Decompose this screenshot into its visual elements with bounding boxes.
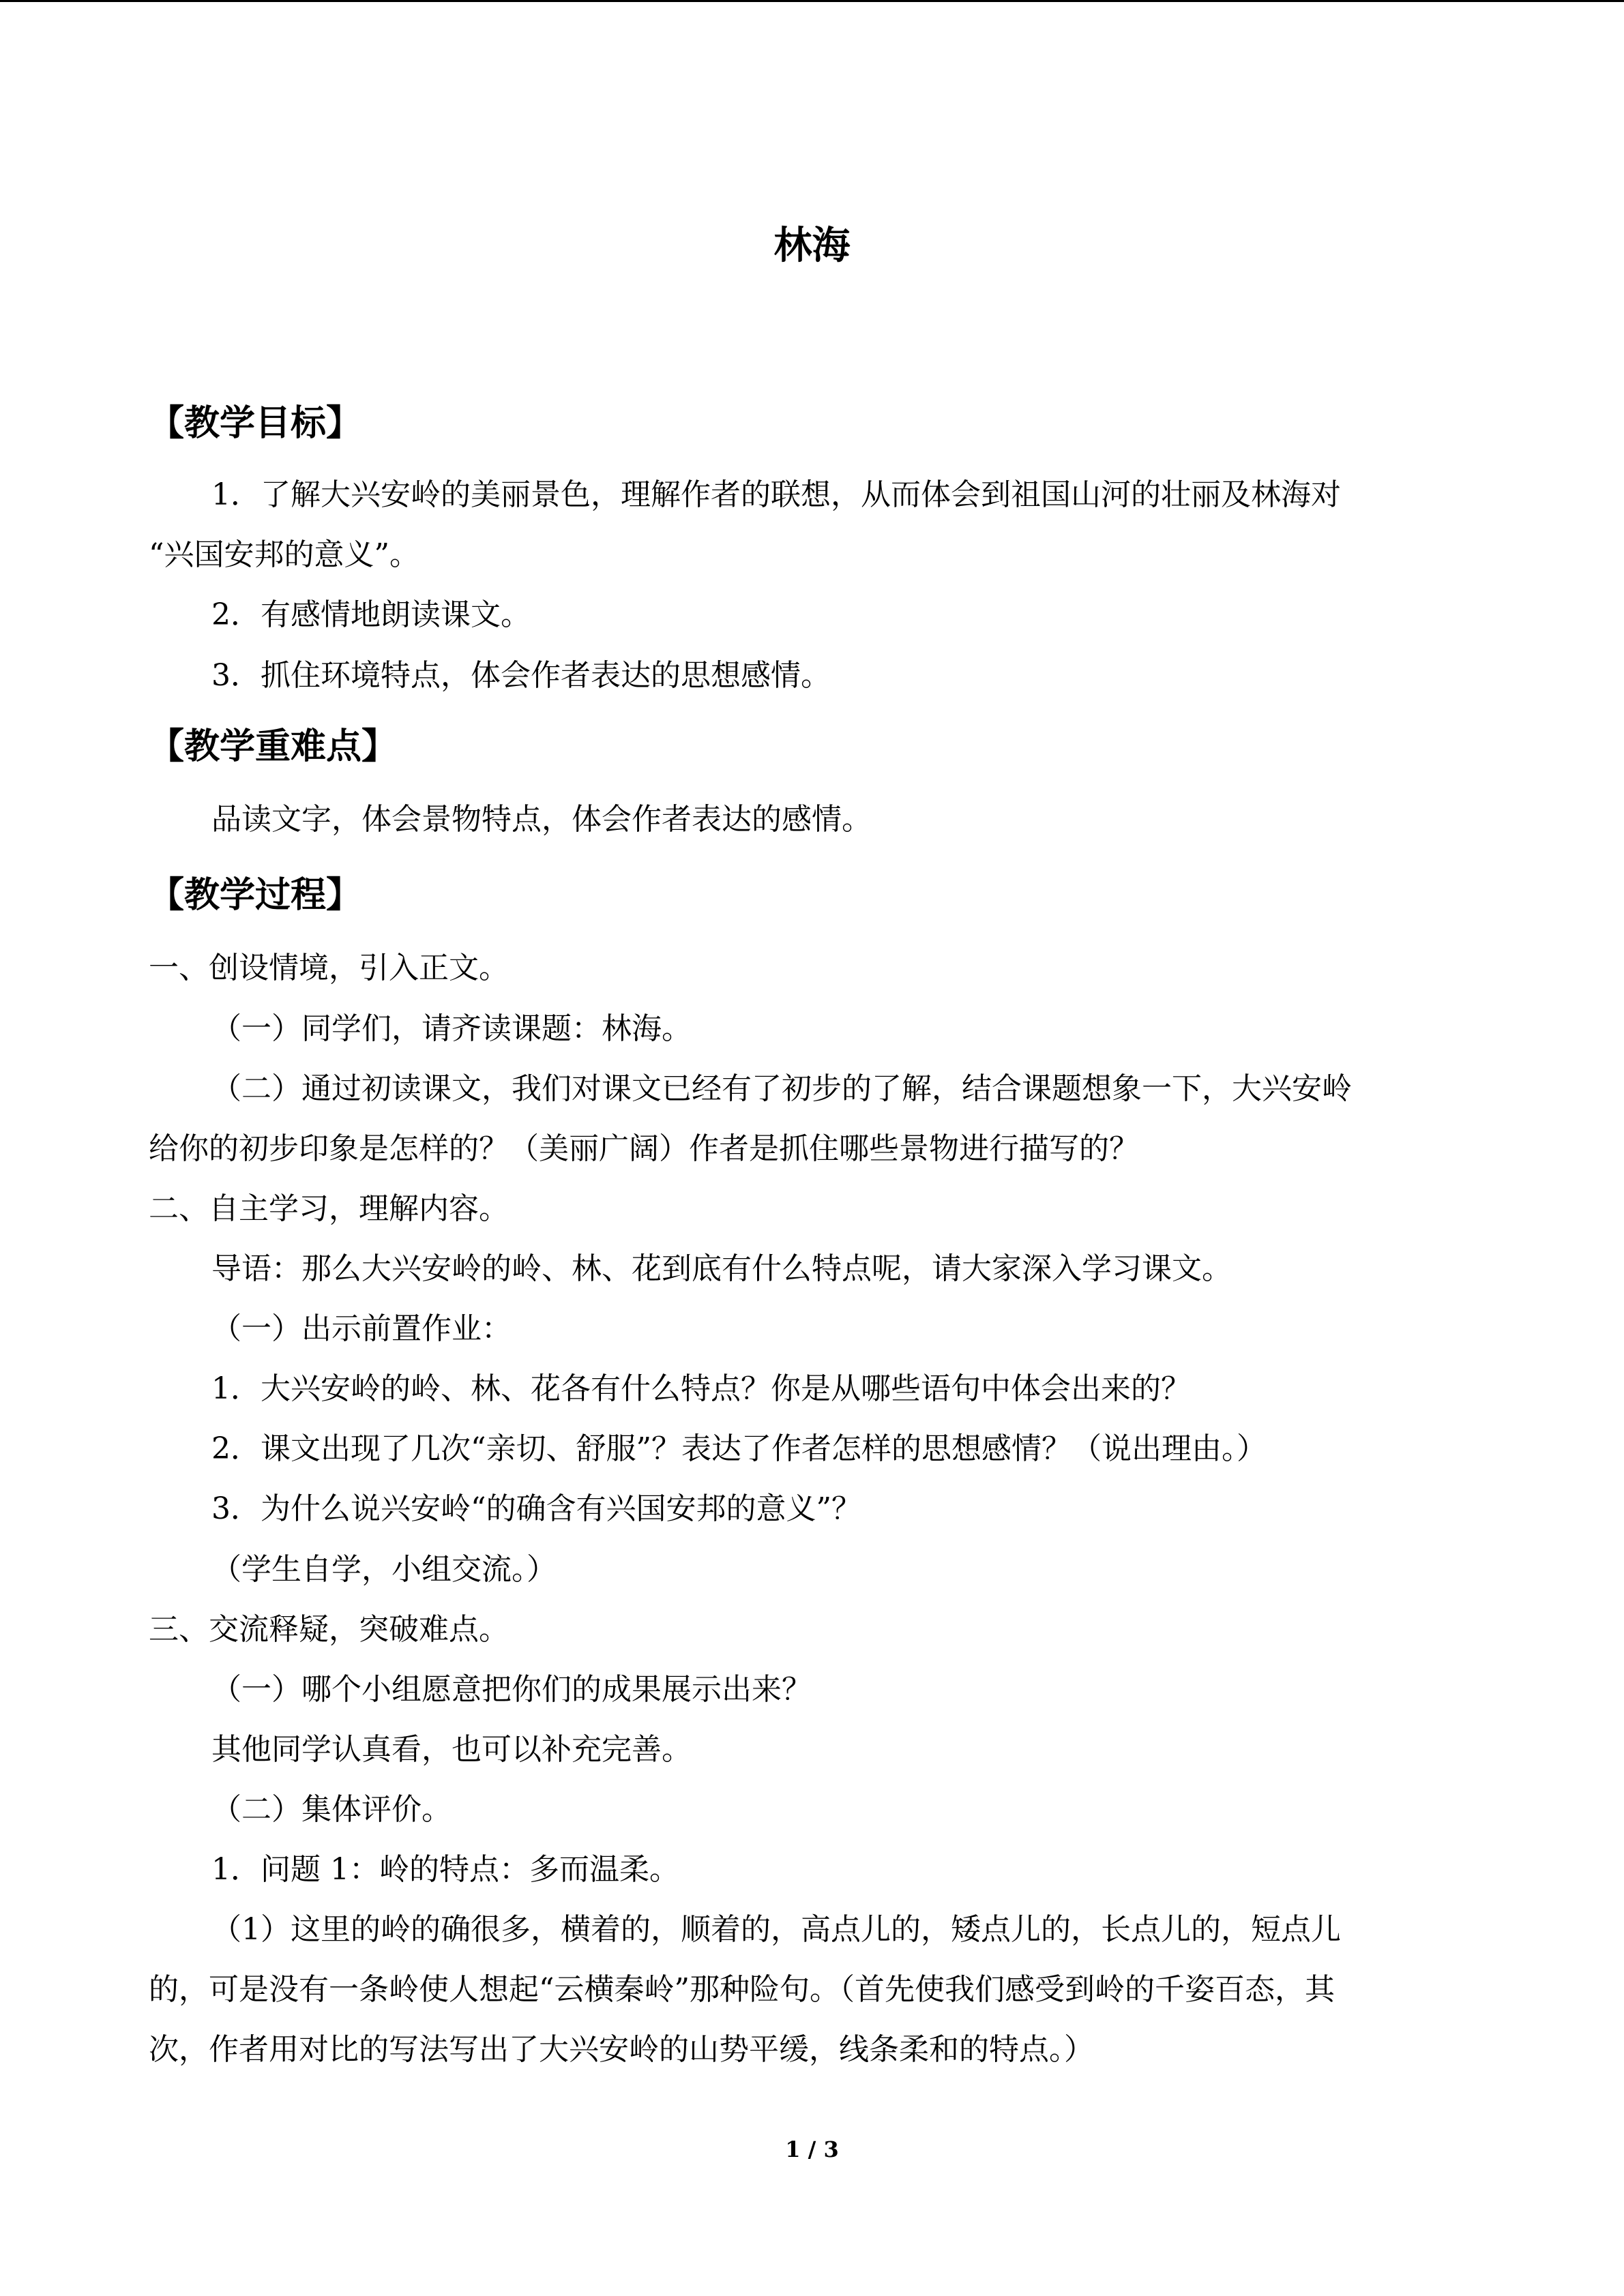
section-heading-key-points: 【教学重难点】 bbox=[149, 726, 398, 767]
key-point-line: 品读文字，体会景物特点，体会作者表达的感情。 bbox=[211, 802, 872, 837]
process-line: （一）哪个小组愿意把你们的成果展示出来？ bbox=[211, 1672, 812, 1707]
process-line: 2．课文出现了几次“亲切、舒服”？表达了作者怎样的思想感情？（说出理由。） bbox=[211, 1431, 1267, 1466]
process-line: （一）同学们，请齐读课题：林海。 bbox=[211, 1011, 692, 1046]
process-line: 1．问题 1：岭的特点：多而温柔。 bbox=[211, 1852, 679, 1887]
page-number: 1 / 3 bbox=[785, 2136, 839, 2162]
process-line: 的，可是没有一条岭使人想起“云横秦岭”那种险句。（首先使我们感受到岭的千姿百态，其 bbox=[149, 1972, 1335, 2007]
process-line: （学生自学，小组交流。） bbox=[211, 1552, 557, 1587]
section-heading-process: 【教学过程】 bbox=[149, 875, 362, 916]
process-line: 其他同学认真看，也可以补充完善。 bbox=[211, 1732, 692, 1767]
top-border-line bbox=[0, 0, 1624, 2]
process-line: （二）通过初读课文，我们对课文已经有了初步的了解，结合课题想象一下，大兴安岭 bbox=[211, 1071, 1352, 1106]
goal-line: “兴国安邦的意义”。 bbox=[149, 537, 419, 572]
goal-line: 2．有感情地朗读课文。 bbox=[211, 597, 531, 632]
process-line: 3．为什么说兴安岭“的确含有兴国安邦的意义”？ bbox=[211, 1491, 861, 1526]
process-line: （1）这里的岭的确很多，横着的，顺着的，高点儿的，矮点儿的，长点儿的，短点儿 bbox=[211, 1912, 1341, 1947]
process-line: 三、交流释疑，突破难点。 bbox=[149, 1612, 509, 1647]
process-line: 1．大兴安岭的岭、林、花各有什么特点？你是从哪些语句中体会出来的？ bbox=[211, 1371, 1191, 1406]
process-line: 次，作者用对比的写法写出了大兴安岭的山势平缓，线条柔和的特点。） bbox=[149, 2032, 1094, 2067]
process-line: 导语：那么大兴安岭的岭、林、花到底有什么特点呢，请大家深入学习课文。 bbox=[211, 1251, 1232, 1286]
page-title: 林海 bbox=[773, 224, 851, 268]
process-line: 二、自主学习，理解内容。 bbox=[149, 1191, 509, 1226]
process-line: 给你的初步印象是怎样的？（美丽广阔）作者是抓住哪些景物进行描写的？ bbox=[149, 1131, 1139, 1166]
process-line: （一）出示前置作业： bbox=[211, 1311, 512, 1346]
section-heading-goals: 【教学目标】 bbox=[149, 403, 362, 444]
process-line: 一、创设情境，引入正文。 bbox=[149, 951, 509, 985]
goal-line: 1．了解大兴安岭的美丽景色，理解作者的联想，从而体会到祖国山河的壮丽及林海对 bbox=[211, 477, 1341, 512]
goal-line: 3．抓住环境特点，体会作者表达的思想感情。 bbox=[211, 658, 831, 693]
process-line: （二）集体评价。 bbox=[211, 1792, 452, 1827]
